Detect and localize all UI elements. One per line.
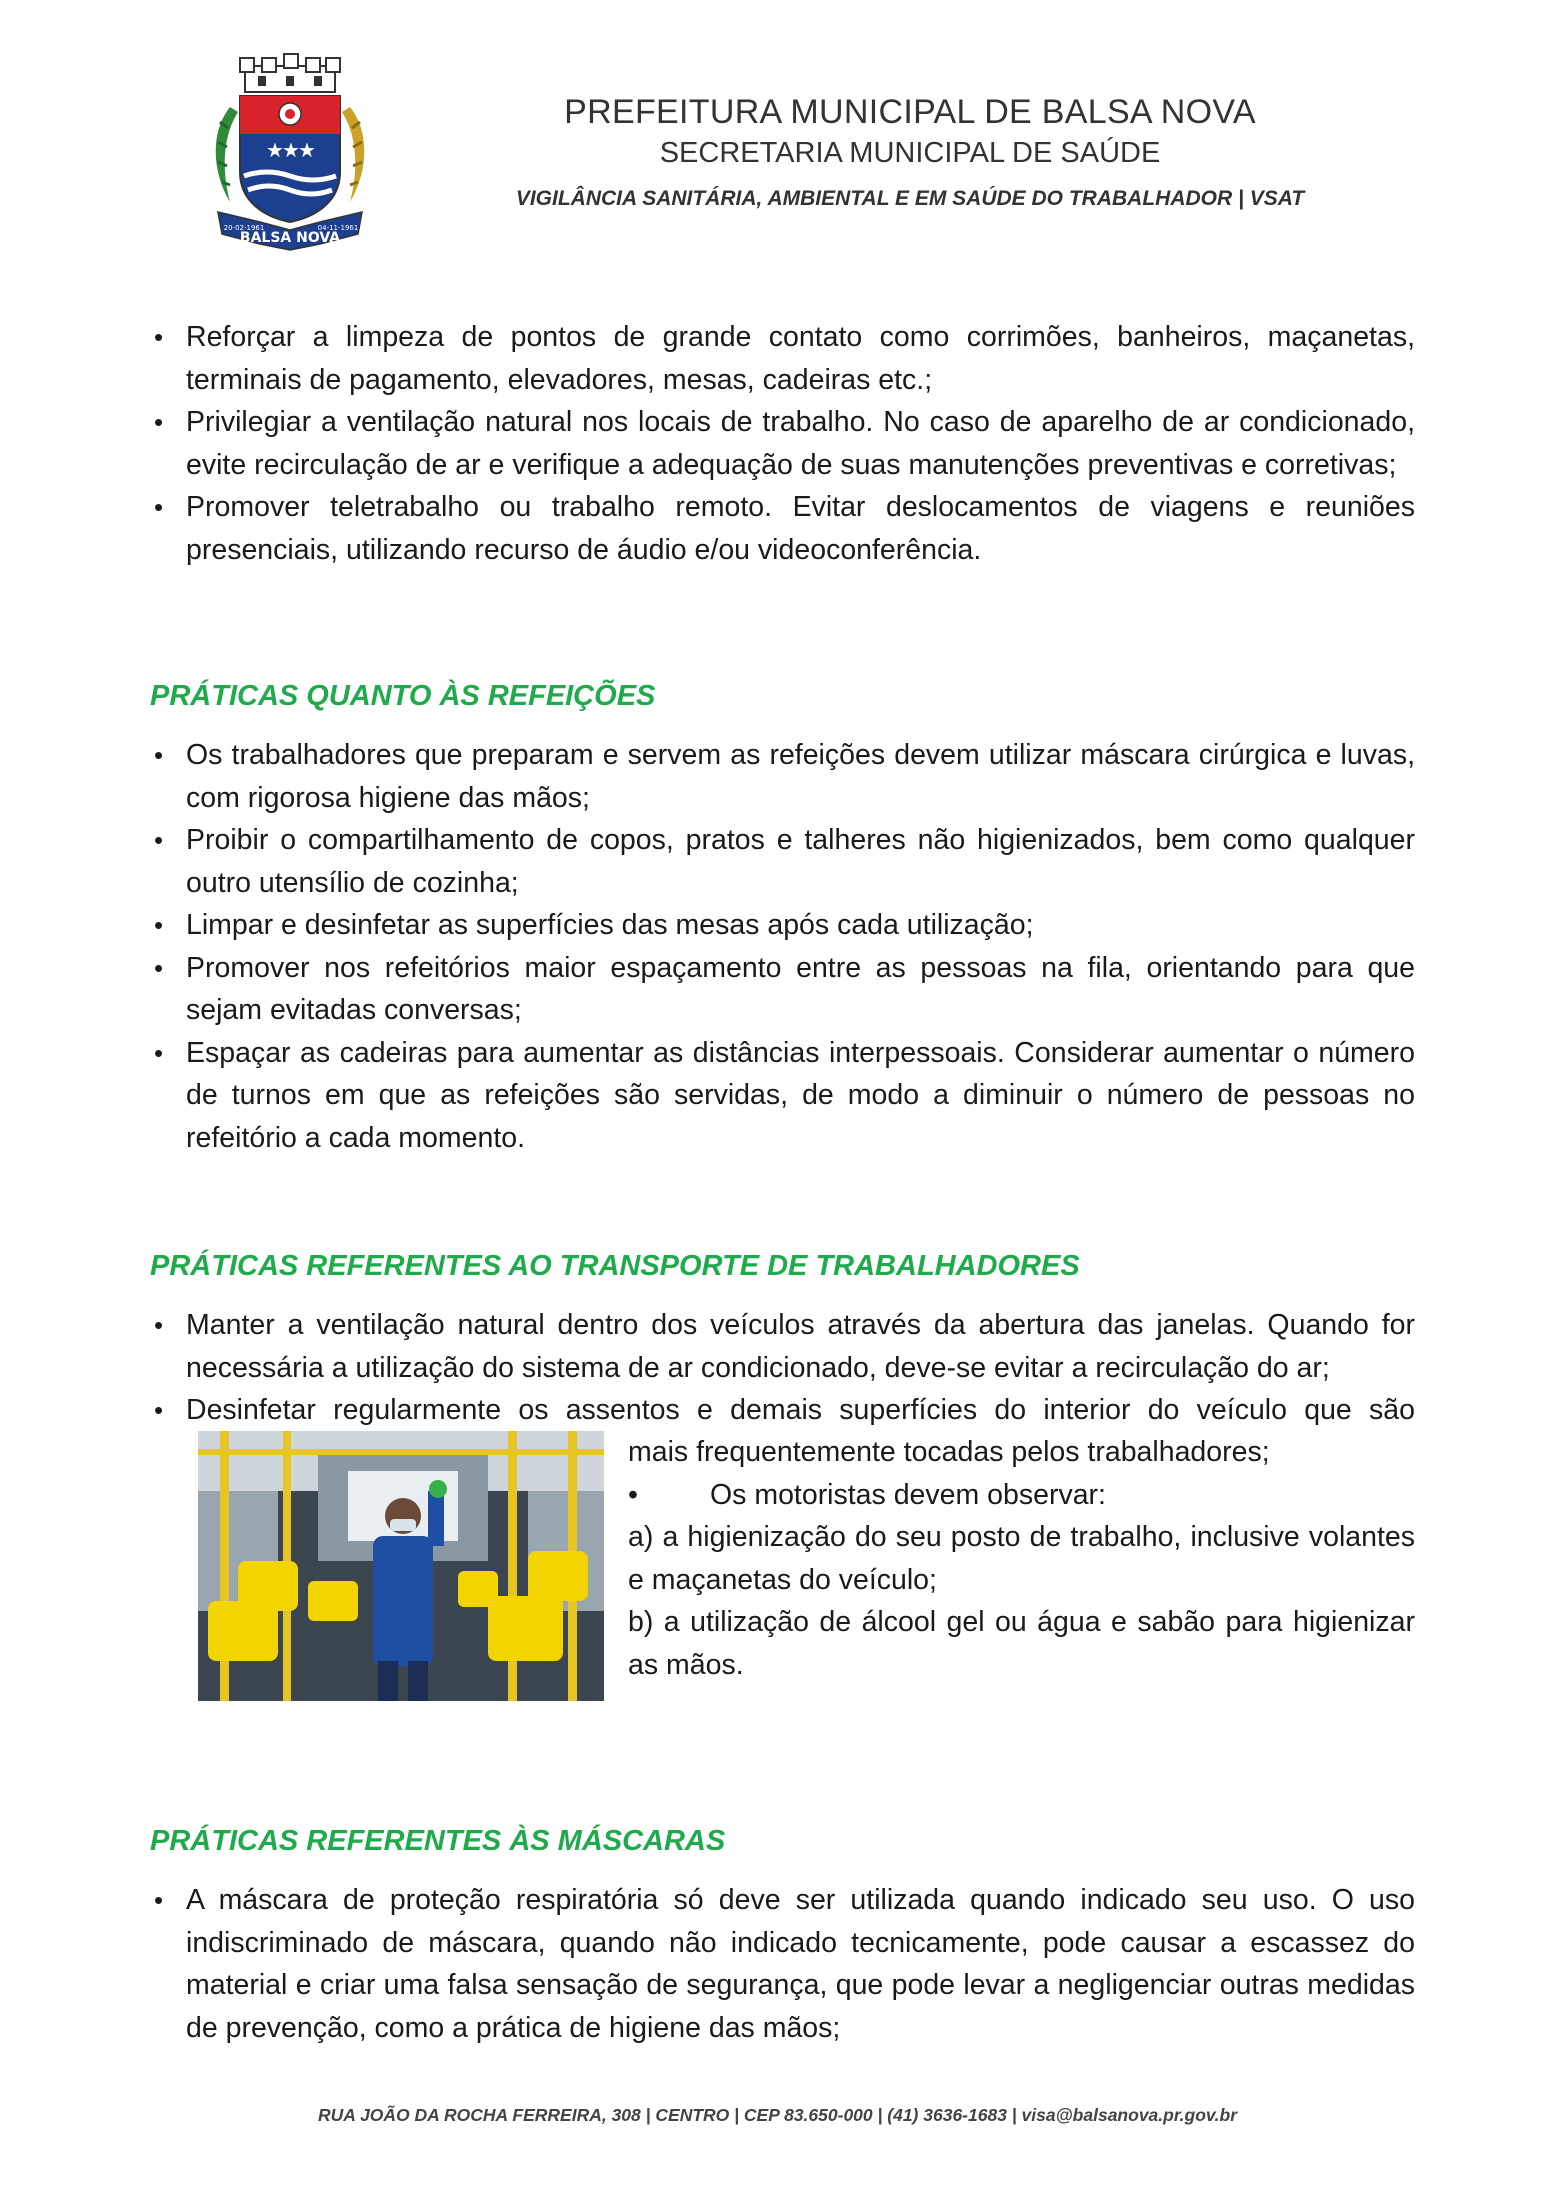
bus-cleaning-photo (198, 1431, 604, 1701)
driver-item-a: a) a higienização do seu posto de trabalho, inclusive volantes e maçanetas do veículo; (628, 1521, 1415, 1596)
drivers-label: Os motoristas devem observar: (710, 1478, 1106, 1511)
list-item: • Privilegiar a ventilação natural nos locais de trabalho. No caso de aparelho de ar condicionado, evite recirculação de ar e verifique a adequação de suas manutenções preventivas e corretivas; (150, 401, 1415, 486)
letterhead-subtitle: SECRETARIA MUNICIPAL DE SAÚDE (659, 137, 1161, 169)
list-item: • Desinfetar regularmente os assentos e demais superfícies do interior do veículo que são (150, 1389, 1415, 1432)
section-title-transport: PRÁTICAS REFERENTES AO TRANSPORTE DE TRABALHADORES (150, 1250, 1080, 1282)
list-item: • Promover nos refeitórios maior espaçamento entre as pessoas na fila, orientando para que sejam evitadas conversas; (150, 947, 1415, 1032)
wrapped-line: mais frequentemente tocadas pelos trabalhadores; (628, 1436, 1270, 1468)
crest-name-label: BALSA NOVA (239, 230, 341, 246)
document-body (150, 316, 1415, 2044)
crest-date-right: 04-11-1961 (317, 224, 359, 232)
meals-practices-list (150, 734, 1415, 1159)
general-practices-list (150, 316, 1415, 571)
list-item: • A máscara de proteção respiratória só deve ser utilizada quando indicado seu uso. O uso indiscriminado de máscara, quando não indicado tecnicamente, pode causar a escassez do material e criar uma falsa sensação de segurança, que pode levar a negligenciar outras medidas de prevenção, como a prática de higiene das mãos; (150, 1879, 1415, 2049)
section-title-masks: PRÁTICAS REFERENTES ÀS MÁSCARAS (150, 1825, 726, 1857)
drivers-bullet (628, 1474, 1415, 1517)
svg-text:★: ★ (298, 138, 316, 162)
driver-item-b: b) a utilização de álcool gel ou água e sabão para higienizar as mãos. (628, 1606, 1415, 1681)
masks-practices-list (150, 1879, 1415, 2049)
crest-date-left: 20-02-1961 (223, 224, 265, 232)
list-item: • Promover teletrabalho ou trabalho remoto. Evitar deslocamentos de viagens e reuniões presenciais, utilizando recurso de áudio e/ou videoconferência. (150, 486, 1415, 571)
letterhead-department: VIGILÂNCIA SANITÁRIA, AMBIENTAL E EM SAÚDE DO TRABALHADOR | VSAT (515, 187, 1305, 210)
list-item: • Reforçar a limpeza de pontos de grande contato como corrimões, banheiros, maçanetas, terminais de pagamento, elevadores, mesas, cadeiras etc.; (150, 316, 1415, 401)
svg-text:★: ★ (266, 138, 284, 162)
list-item: • Proibir o compartilhamento de copos, pratos e talheres não higienizados, bem como qualquer outro utensílio de cozinha; (150, 819, 1415, 904)
transport-wrapped-text (628, 1431, 1415, 1686)
svg-text:★: ★ (282, 138, 300, 162)
list-item: • Espaçar as cadeiras para aumentar as distâncias interpessoais. Considerar aumentar o número de turnos em que as refeições são servidas, de modo a diminuir o número de pessoas no refeitório a cada momento. (150, 1032, 1415, 1160)
letterhead (430, 92, 1390, 214)
list-item: • Limpar e desinfetar as superfícies das mesas após cada utilização; (150, 904, 1415, 947)
section-title-meals: PRÁTICAS QUANTO ÀS REFEIÇÕES (150, 680, 656, 712)
list-item: • Manter a ventilação natural dentro dos veículos através da abertura das janelas. Quando for necessária a utilização do sistema de ar condicionado, deve-se evitar a recirculação do ar; (150, 1304, 1415, 1389)
footer-address: RUA JOÃO DA ROCHA FERREIRA, 308 | CENTRO | CEP 83.650-000 | (41) 3636-1683 | visa@balsanova.pr.gov.br (317, 2105, 1238, 2125)
transport-practices-list (150, 1304, 1415, 1432)
municipal-crest-icon (200, 52, 380, 252)
letterhead-title: PREFEITURA MUNICIPAL DE BALSA NOVA (564, 93, 1256, 131)
bullet-dot: • (628, 1478, 638, 1511)
transport-illustrated-block (150, 1431, 1415, 1731)
list-item: • Os trabalhadores que preparam e servem as refeições devem utilizar máscara cirúrgica e luvas, com rigorosa higiene das mãos; (150, 734, 1415, 819)
